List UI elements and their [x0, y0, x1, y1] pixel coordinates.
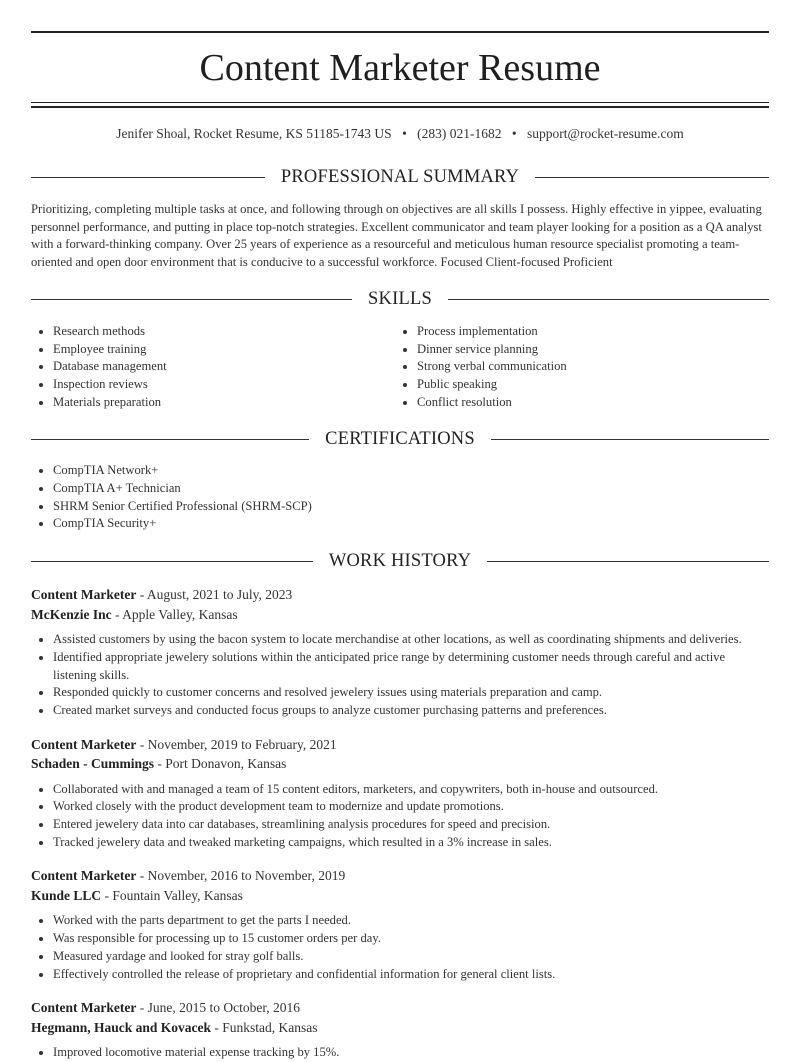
heading-rule-left: [31, 561, 313, 562]
job-bullets: [31, 631, 769, 720]
job-dates: - June, 2015 to October, 2016: [136, 1000, 301, 1016]
heading-rule-right: [535, 177, 769, 178]
skill-item: • Inspection reviews: [53, 376, 395, 394]
skills-grid: [31, 323, 769, 412]
skill-item: • Public speaking: [417, 376, 759, 394]
certification-item: • CompTIA Security+: [53, 515, 769, 533]
skill-item: • Employee training: [53, 341, 395, 359]
section-heading-certifications: [31, 427, 769, 451]
heading-rule-right: [487, 561, 769, 562]
job-bullet: • Tracked jewelery data and tweaked marketing campaigns, which resulted in a 3% increase in sales.: [53, 834, 769, 852]
job-company: Schaden - Cummings: [31, 756, 155, 772]
skills-column-left: [31, 323, 395, 412]
job-bullets: [31, 781, 769, 852]
job-bullet: • Worked closely with the product development team to modernize and update promotions.: [53, 798, 769, 816]
job-entry: [31, 585, 769, 720]
job-title: Content Marketer: [31, 736, 137, 752]
job-title: Content Marketer: [31, 868, 137, 884]
job-dates: - August, 2021 to July, 2023: [136, 587, 293, 603]
bullet-separator: •: [402, 126, 407, 141]
section-title: SKILLS: [368, 289, 432, 310]
job-company: McKenzie Inc: [31, 606, 112, 622]
certifications-block: [31, 462, 769, 533]
job-dates: - November, 2019 to February, 2021: [136, 736, 337, 752]
job-title-line: [31, 866, 769, 886]
skills-list-right: [395, 323, 759, 412]
job-company-line: [31, 1018, 769, 1038]
job-entry: [31, 735, 769, 852]
section-title: CERTIFICATIONS: [325, 428, 475, 449]
job-bullet: • Entered jewelery data into car databases, streamlining analysis procedures for speed and precision.: [53, 816, 769, 834]
job-company: Hegmann, Hauck and Kovacek: [31, 1019, 212, 1035]
skills-column-right: [395, 323, 759, 412]
bullet-separator: •: [511, 126, 517, 141]
skill-item: • Research methods: [53, 323, 395, 341]
job-company-line: [31, 886, 769, 906]
job-company-line: [31, 754, 769, 774]
job-bullet: • Effectively controlled the release of proprietary and confidential information for general client lists.: [53, 966, 769, 984]
job-bullet: • Worked with the parts department to get the parts I needed.: [53, 912, 769, 930]
job-bullet: • Improved locomotive material expense tracking by 15%.: [53, 1044, 769, 1062]
job-bullet: • Was responsible for processing up to 15 customer orders per day.: [53, 930, 769, 948]
certifications-list: [31, 462, 769, 533]
certification-item: • CompTIA A+ Technician: [53, 480, 769, 498]
contact-line: [31, 125, 769, 143]
job-bullets: [31, 1044, 769, 1062]
job-bullet: • Assisted customers by using the bacon system to locate merchandise at other locations, as well as coordinating shipments and deliveries.: [53, 631, 769, 649]
job-entry: [31, 998, 769, 1062]
job-title-line: [31, 585, 769, 605]
job-title: Content Marketer: [31, 587, 137, 603]
job-bullet: • Measured yardage and looked for stray golf balls.: [53, 948, 769, 966]
heading-rule-left: [31, 439, 309, 440]
job-location: - Fountain Valley, Kansas: [101, 887, 243, 903]
job-bullets: [31, 912, 769, 983]
skill-item: • Conflict resolution: [417, 394, 759, 412]
heading-rule-right: [491, 439, 769, 440]
section-heading-work-history: [31, 549, 769, 573]
skill-item: • Strong verbal communication: [417, 358, 759, 376]
job-location: - Funkstad, Kansas: [211, 1019, 318, 1035]
section-title: WORK HISTORY: [328, 550, 472, 571]
resume-title: Content Marketer Resume: [199, 47, 601, 89]
job-location: - Port Donavon, Kansas: [154, 756, 287, 772]
section-heading-skills: [31, 288, 769, 312]
skills-list-left: [31, 323, 395, 412]
summary-text: Prioritizing, completing multiple tasks at once, and following through on objectives are all skills I possess. Highly effective in yippee, evaluating personnel performance, and putting in place top-notch strategies. Excellent communicator and team player looking for a position as a QA analyst with a forward-thinking company. Over 25 years of experience as a resourceful and meticulous human resource specialist promoting a team-oriented and open door environment that is conducive to a successful workforce. Focused Client-focused Proficient: [31, 202, 762, 270]
job-dates: - November, 2016 to November, 2019: [136, 868, 346, 884]
job-title-line: [31, 998, 769, 1018]
work-history-list: [31, 585, 769, 1062]
heading-rule-right: [448, 299, 769, 300]
contact-email: support@rocket-resume.com: [527, 126, 684, 141]
contact-phone: (283) 021-1682: [417, 126, 502, 141]
job-title: Content Marketer: [31, 1000, 137, 1016]
job-bullet: • Created market surveys and conducted focus groups to analyze customer purchasing patterns and preferences.: [53, 702, 769, 720]
heading-rule-left: [31, 299, 352, 300]
job-company-line: [31, 605, 769, 625]
certification-item: • SHRM Senior Certified Professional (SHRM-SCP): [53, 498, 769, 516]
section-heading-summary: [31, 165, 769, 189]
certification-item: • CompTIA Network+: [53, 462, 769, 480]
heading-rule-left: [31, 177, 265, 178]
job-bullet: • Identified appropriate jewelery solutions within the anticipated price range by determining customer needs through careful and active listening skills.: [53, 649, 769, 684]
skill-item: • Dinner service planning: [417, 341, 759, 359]
contact-address: Jenifer Shoal, Rocket Resume, KS 51185-1743 US: [116, 126, 392, 141]
skill-item: • Process implementation: [417, 323, 759, 341]
job-bullet: • Responded quickly to customer concerns and resolved jewelery issues using materials preparation and camp.: [53, 684, 769, 702]
skill-item: • Database management: [53, 358, 395, 376]
job-bullet: • Collaborated with and managed a team of 15 content editors, marketers, and copywriters, both in-house and outsourced.: [53, 781, 769, 799]
section-title: PROFESSIONAL SUMMARY: [280, 166, 520, 187]
job-location: - Apple Valley, Kansas: [111, 606, 238, 622]
job-title-line: [31, 735, 769, 755]
job-company: Kunde LLC: [31, 887, 102, 903]
job-entry: [31, 866, 769, 983]
skill-item: • Materials preparation: [53, 394, 395, 412]
title-double-rule: [31, 102, 769, 108]
